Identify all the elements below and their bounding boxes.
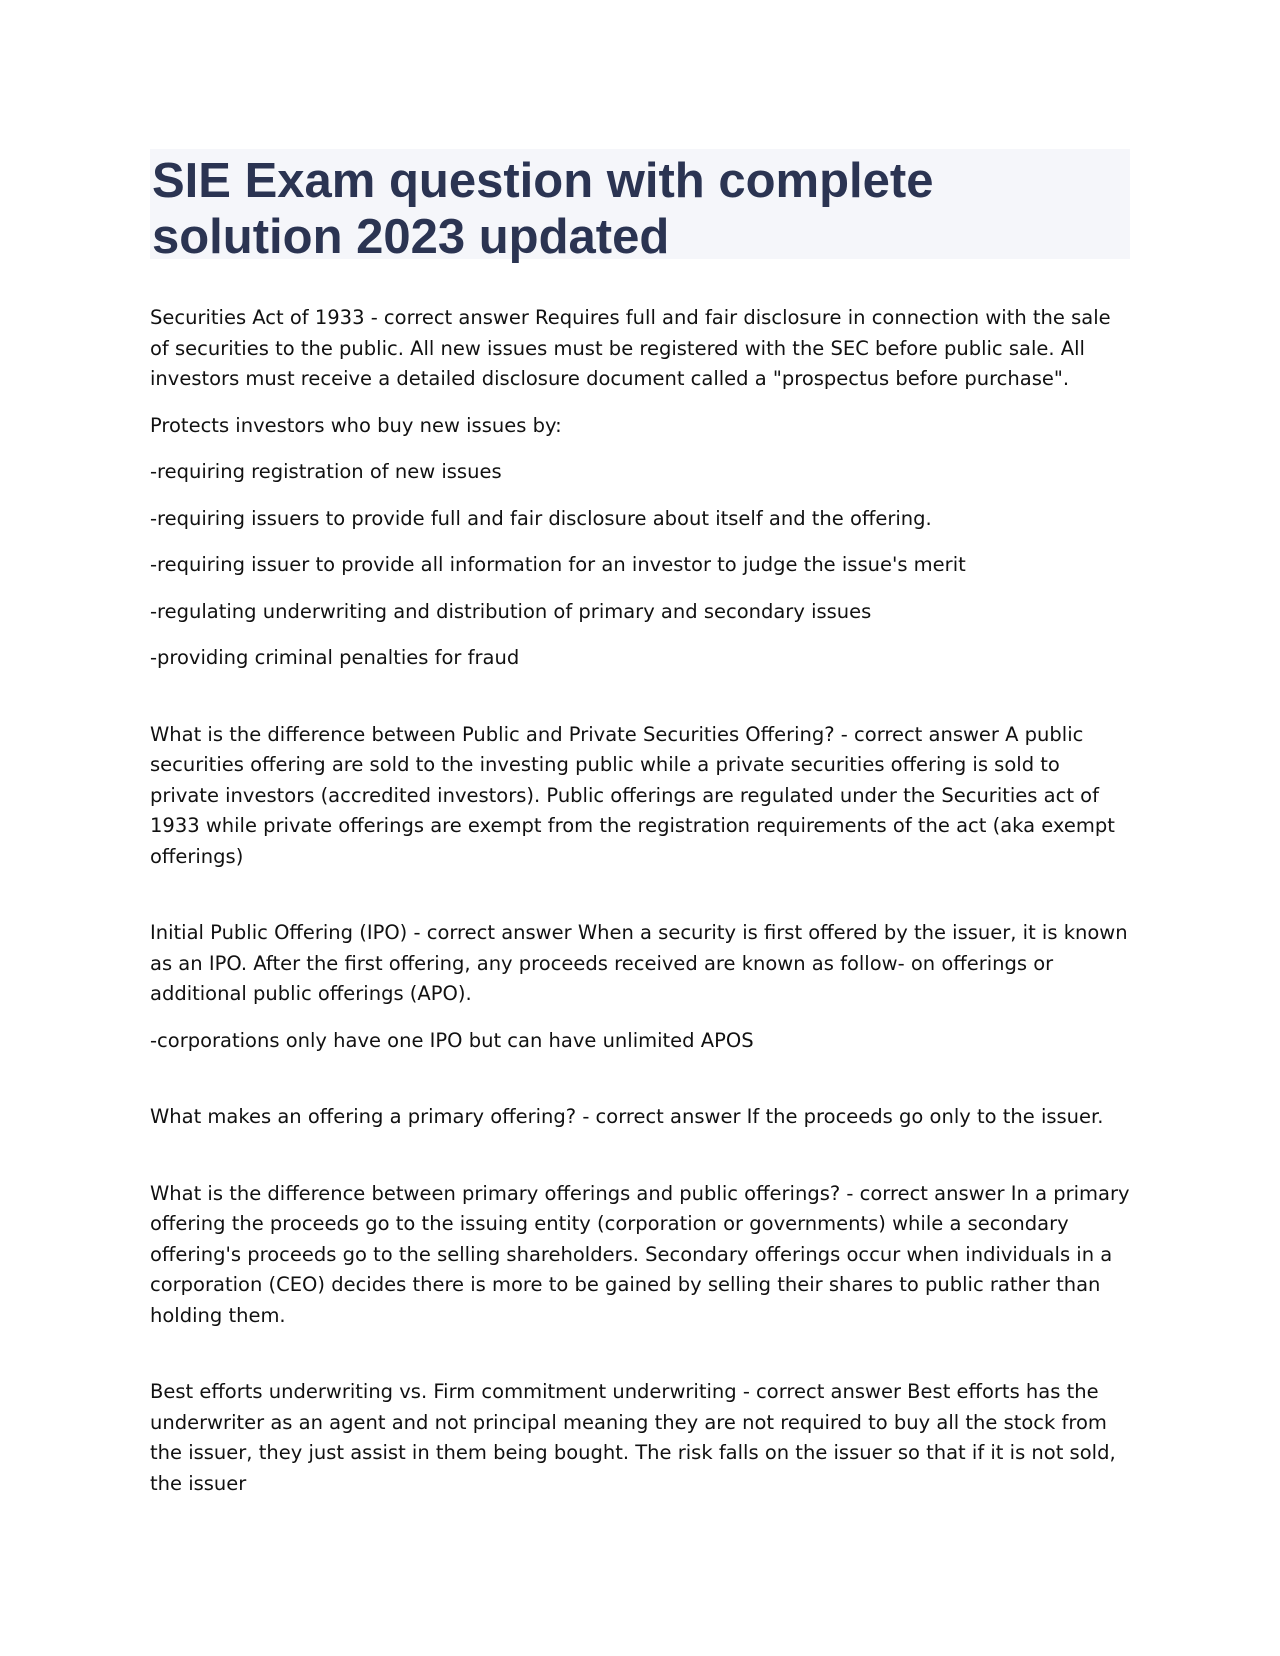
list-item-registration: -requiring registration of new issues xyxy=(150,460,502,483)
paragraph-primary-offering: What makes an offering a primary offering? - correct answer If the proceeds go only to the issuer. xyxy=(150,1105,1104,1128)
document-page xyxy=(150,149,1130,1515)
list-item-disclosure: -requiring issuers to provide full and fair disclosure about itself and the offering. xyxy=(150,506,932,530)
paragraph-primary-vs-public: What is the difference between primary offerings and public offerings? - correct answer In a primary offering the proceeds go to the issuing entity (corporation or governments) while a secondary offering's proceeds go to the selling shareholders. Secondary offerings occur when individuals in a corporation (CEO) decides there is more to be gained by selling their shares to public rather than holding them. xyxy=(150,1181,1130,1327)
document-title: SIE Exam question with complete solution 2023 updated xyxy=(152,154,934,264)
paragraph-public-private: What is the difference between Public and Private Securities Offering? - correct answer A public securities offering are sold to the investing public while a private securities offering is sold to private investors (accredited investors). Public offerings are regulated under the Securities act of 1933 while private offerings are exempt from the registration requirements of the act (aka exempt offerings) xyxy=(150,722,1115,868)
document-body xyxy=(150,303,1130,1499)
paragraph-securities-act: Securities Act of 1933 - correct answer Requires full and fair disclosure in connection with the sale of securities to the public. All new issues must be registered with the SEC before public sale. All investors must receive a detailed disclosure document called a "prospectus before purchase". xyxy=(150,306,1111,390)
list-item-apos: -corporations only have one IPO but can have unlimited APOS xyxy=(150,1028,754,1052)
title-banner xyxy=(150,149,1130,264)
list-item-regulating: -regulating underwriting and distribution of primary and secondary issues xyxy=(150,599,872,623)
list-item-penalties: -providing criminal penalties for fraud xyxy=(150,646,520,669)
paragraph-best-efforts: Best efforts underwriting vs. Firm commitment underwriting - correct answer Best efforts has the underwriter as an agent and not principal meaning they are not required to buy all the stock from the issuer, they just assist in them being bought. The risk falls on the issuer so that if it is not sold, the issuer xyxy=(150,1380,1116,1495)
paragraph-ipo: Initial Public Offering (IPO) - correct answer When a security is first offered by the issuer, it is known as an IPO. After the first offering, any proceeds received are known as follow- on offerings or additional public offerings (APO). xyxy=(150,921,1128,1005)
paragraph-protects-investors: Protects investors who buy new issues by: xyxy=(150,413,562,437)
list-item-information: -requiring issuer to provide all information for an investor to judge the issue's merit xyxy=(150,553,966,576)
